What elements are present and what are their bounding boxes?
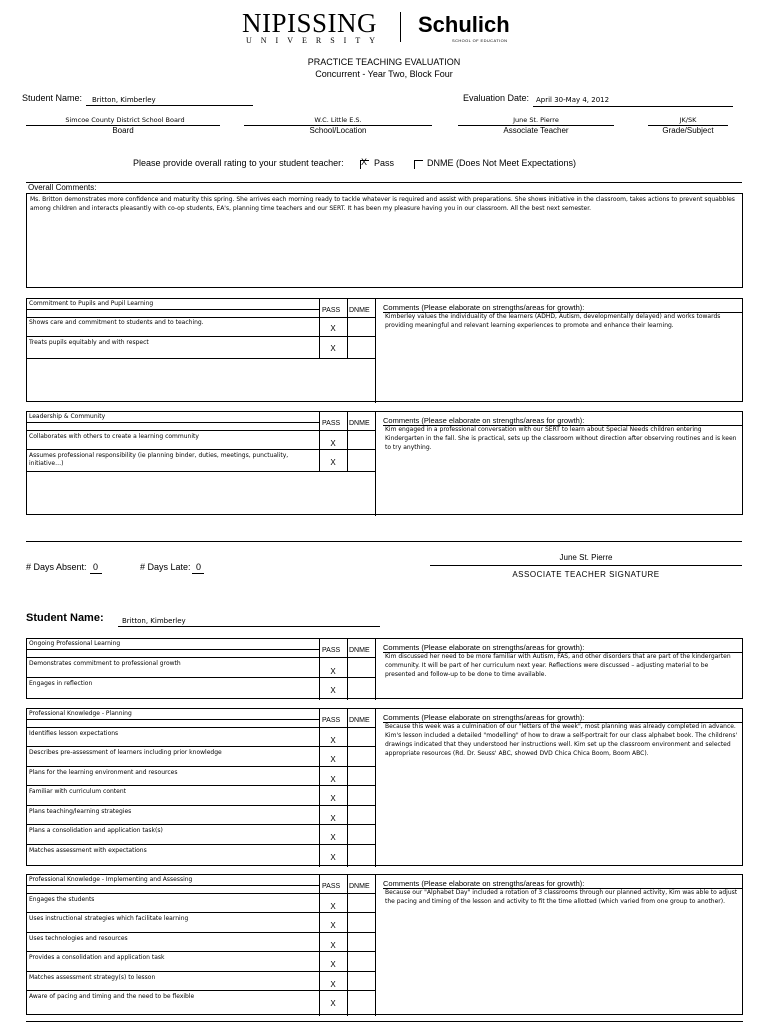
- section-planning-row-rule-6: [27, 824, 375, 825]
- dnme-column-header: DNME: [349, 647, 370, 654]
- comments-heading: Comments (Please elaborate on strengths/areas for growth):: [383, 416, 585, 425]
- pass-mark: X: [330, 814, 336, 823]
- pass-column-header: PASS: [322, 307, 341, 314]
- eval-date-underline: [533, 106, 733, 107]
- criterion-label: Assumes professional responsibility (ie planning binder, duties, meetings, punctuality, initiative…): [29, 452, 289, 467]
- section-planning: [26, 708, 743, 866]
- pass-mark: X: [330, 458, 336, 467]
- criterion-label: Plans for the learning environment and resources: [29, 769, 178, 776]
- logo-divider: [400, 12, 401, 42]
- pass-mark: X: [330, 667, 336, 676]
- schulich-logo-subtext: SCHOOL OF EDUCATION: [452, 38, 508, 43]
- criterion-label: Describes pre-assessment of learners including prior knowledge: [29, 749, 222, 756]
- section-planning-row-rule-3: [27, 766, 375, 767]
- comments-text: Because this week was a culmination of our "letters of the week", most planning was already completed in advance. Kim's lesson included a detailed "modelling" of how to draw a self-portrait for our class alphabet book. The childrens' drawings indicated that they understood her instructions well. Kim set up the classroom environment and selected appropriate resources (Rd. Dr. Seuss' ABC, showed DVD Chica Chica Boom, Boom ABC).: [385, 723, 738, 757]
- pass-mark: X: [330, 686, 336, 695]
- criterion-label: Treats pupils equitably and with respect: [29, 339, 149, 346]
- section-commitment-row-rule-2: [27, 336, 375, 337]
- pass-mark: X: [330, 775, 336, 784]
- pass-mark: X: [330, 999, 336, 1008]
- comments-text: Because our "Alphabet Day" included a rotation of 3 classrooms through our planned activity, Kim was able to adjust the pacing and timing of the lesson and activity to fit the time allotted (which varied from one group to another).: [385, 889, 738, 905]
- pass-checkbox-mark: X: [361, 157, 368, 167]
- section-implementing-row-rule-5: [27, 971, 375, 972]
- form-subtitle: Concurrent - Year Two, Block Four: [315, 69, 453, 79]
- section-planning-title-rule: [27, 719, 319, 720]
- eval-date-label: Evaluation Date:: [463, 93, 530, 103]
- overall-comments-text: Ms. Britton demonstrates more confidence and maturity this spring. She arrives each morning ready to tackle whatever is required and assist with preparations. She shows initiative in the classroom, takes actions to prevent squabbles among children and interacts pleasantly with co-op students, EA's, planning time teachers and our SERT. It has been my pleasure having you in our classroom. All the best next semester.: [30, 196, 735, 212]
- schulich-logo-text: Schulich: [418, 12, 510, 37]
- section-planning-title: Professional Knowledge - Planning: [29, 710, 132, 717]
- pass-mark: X: [330, 941, 336, 950]
- section-planning-row-rule-1: [27, 727, 375, 728]
- section-planning-row-rule-2: [27, 746, 375, 747]
- pass-column-header: PASS: [322, 420, 341, 427]
- pass-mark: X: [330, 902, 336, 911]
- dnme-checkbox[interactable]: [414, 160, 423, 169]
- comments-text: Kimberley values the individuality of the learners (ADHD, Autism, developmentally delayed) and works towards providing meaningful and relevant learning experiences to promote and enhance their learning.: [385, 313, 721, 329]
- pass-mark: X: [330, 439, 336, 448]
- section-ongoing-learning-row-rule-1: [27, 657, 375, 658]
- section-leadership-row-rule-2: [27, 449, 375, 450]
- overall-comments-label: Overall Comments:: [28, 183, 97, 192]
- page2-student-name-value: Britton, Kimberley: [122, 617, 186, 625]
- days-late-value: 0: [196, 562, 202, 572]
- dnme-column-header: DNME: [349, 307, 370, 314]
- signature-line: [430, 565, 742, 566]
- comments-heading: Comments (Please elaborate on strengths/areas for growth):: [383, 303, 585, 312]
- pass-label: Pass: [374, 158, 395, 168]
- school-label: School/Location: [309, 126, 367, 135]
- section-ongoing-learning-vdiv-3: [375, 639, 376, 700]
- pass-mark: X: [330, 755, 336, 764]
- criterion-label: Aware of pacing and timing and the need to be flexible: [29, 993, 195, 1000]
- criterion-label: Engages in reflection: [29, 680, 93, 687]
- associate-value: June St. Pierre: [513, 116, 559, 124]
- criterion-label: Plans a consolidation and application task(s): [29, 827, 163, 834]
- page2-student-name-underline: [118, 626, 380, 627]
- section-planning-row-rule-7: [27, 844, 375, 845]
- section-ongoing-learning-row-rule-2: [27, 677, 375, 678]
- criterion-label: Provides a consolidation and application task: [29, 954, 165, 961]
- student-name-label: Student Name:: [22, 93, 83, 103]
- days-late-underline: [192, 573, 204, 574]
- section-leadership-title: Leadership & Community: [29, 413, 106, 420]
- section-implementing-row-rule-2: [27, 912, 375, 913]
- section-leadership-row-rule-3: [27, 471, 375, 472]
- comments-heading: Comments (Please elaborate on strengths/areas for growth):: [383, 879, 585, 888]
- days-late-label: # Days Late:: [140, 562, 191, 572]
- pass-mark: X: [330, 324, 336, 333]
- dnme-column-header: DNME: [349, 883, 370, 890]
- criterion-label: Shows care and commitment to students and to teaching.: [29, 319, 204, 326]
- section-leadership: [26, 411, 743, 515]
- dnme-column-header: DNME: [349, 717, 370, 724]
- section-commitment: [26, 298, 743, 402]
- criterion-label: Engages the students: [29, 896, 95, 903]
- criterion-label: Familiar with curriculum content: [29, 788, 127, 795]
- student-name-value: Britton, Kimberley: [92, 96, 156, 104]
- section-leadership-row-rule-1: [27, 430, 375, 431]
- nipissing-logo-subtext: UNIVERSITY: [246, 36, 384, 45]
- section-planning-vdiv-3: [375, 709, 376, 867]
- criterion-label: Plans teaching/learning strategies: [29, 808, 132, 815]
- criterion-label: Collaborates with others to create a learning community: [29, 433, 199, 440]
- overall-top-rule: [26, 182, 742, 183]
- next-section-top-rule: [26, 1021, 743, 1022]
- pass-mark: X: [330, 921, 336, 930]
- dnme-label: DNME (Does Not Meet Expectations): [427, 158, 577, 168]
- criterion-label: Identifies lesson expectations: [29, 730, 119, 737]
- dnme-column-header: DNME: [349, 420, 370, 427]
- pass-mark: X: [330, 980, 336, 989]
- section-ongoing-learning-title-rule: [27, 649, 319, 650]
- section-commitment-vdiv-3: [375, 299, 376, 403]
- section-implementing-vdiv-3: [375, 875, 376, 1016]
- pass-mark: X: [330, 960, 336, 969]
- pass-column-header: PASS: [322, 647, 341, 654]
- criterion-label: Uses technologies and resources: [29, 935, 128, 942]
- student-name-underline: [86, 105, 253, 106]
- section-implementing-title-rule: [27, 885, 319, 886]
- section-commitment-vdiv-2: [347, 299, 348, 359]
- signature-name: June St. Pierre: [559, 553, 613, 562]
- associate-label: Associate Teacher: [503, 126, 569, 135]
- section-commitment-row-rule-3: [27, 358, 375, 359]
- board-value: Simcoe County District School Board: [65, 116, 185, 124]
- section-ongoing-learning-vdiv-2: [347, 639, 348, 700]
- section-commitment-row-rule-1: [27, 317, 375, 318]
- board-label: Board: [112, 126, 134, 135]
- pass-mark: X: [330, 794, 336, 803]
- comments-heading: Comments (Please elaborate on strengths/areas for growth):: [383, 643, 585, 652]
- grade-value: JK/SK: [679, 116, 697, 124]
- section-implementing-row-rule-3: [27, 932, 375, 933]
- criterion-label: Uses instructional strategies which facilitate learning: [29, 915, 189, 922]
- signature-label: ASSOCIATE TEACHER SIGNATURE: [512, 570, 660, 579]
- pass-column-header: PASS: [322, 717, 341, 724]
- pass-mark: X: [330, 736, 336, 745]
- grade-label: Grade/Subject: [662, 126, 714, 135]
- days-absent-value: 0: [93, 562, 99, 572]
- days-absent-label: # Days Absent:: [26, 562, 87, 572]
- section-planning-row-rule-4: [27, 785, 375, 786]
- section-commitment-title: Commitment to Pupils and Pupil Learning: [29, 300, 154, 307]
- form-title: PRACTICE TEACHING EVALUATION: [307, 57, 461, 67]
- pass-mark: X: [330, 833, 336, 842]
- criterion-label: Demonstrates commitment to professional growth: [29, 660, 181, 667]
- pass-mark: X: [330, 344, 336, 353]
- attendance-top-rule: [26, 541, 742, 542]
- comments-text: Kim engaged in a professional conversation with our SERT to learn about Special Needs children entering Kindergarten in the fall. She is practical, sets up the classroom without direction after observing routines and is keen to try anything.: [385, 426, 737, 451]
- section-implementing-row-rule-4: [27, 951, 375, 952]
- pass-mark: X: [330, 853, 336, 862]
- comments-heading: Comments (Please elaborate on strengths/areas for growth):: [383, 713, 585, 722]
- section-ongoing-learning-title: Ongoing Professional Learning: [29, 640, 121, 647]
- eval-date-value: April 30-May 4, 2012: [536, 96, 610, 104]
- school-value: W.C. Little E.S.: [314, 116, 362, 124]
- section-implementing: [26, 874, 743, 1015]
- section-leadership-vdiv-3: [375, 412, 376, 516]
- section-leadership-title-rule: [27, 422, 319, 423]
- section-implementing-row-rule-6: [27, 990, 375, 991]
- section-commitment-title-rule: [27, 309, 319, 310]
- rating-prompt: Please provide overall rating to your student teacher:: [133, 158, 344, 168]
- page2-student-name-label: Student Name:: [26, 612, 104, 624]
- section-leadership-vdiv-2: [347, 412, 348, 472]
- section-implementing-row-rule-1: [27, 893, 375, 894]
- days-absent-underline: [90, 573, 102, 574]
- section-implementing-title: Professional Knowledge - Implementing and Assessing: [29, 876, 193, 883]
- criterion-label: Matches assessment with expectations: [29, 847, 147, 854]
- comments-text: Kim discussed her need to be more familiar with Autism, FAS, and other disorders that are part of the kindergarten community. It will be part of her curriculum next year. Reflections were discussed – adjusting material to be presented and follow-up to be done to time available.: [385, 653, 731, 678]
- pass-column-header: PASS: [322, 883, 341, 890]
- section-implementing-vdiv-2: [347, 875, 348, 1016]
- section-planning-row-rule-5: [27, 805, 375, 806]
- section-ongoing-learning: [26, 638, 743, 699]
- nipissing-logo-text: NIPISSING: [242, 8, 378, 38]
- criterion-label: Matches assessment strategy(s) to lesson: [29, 974, 156, 981]
